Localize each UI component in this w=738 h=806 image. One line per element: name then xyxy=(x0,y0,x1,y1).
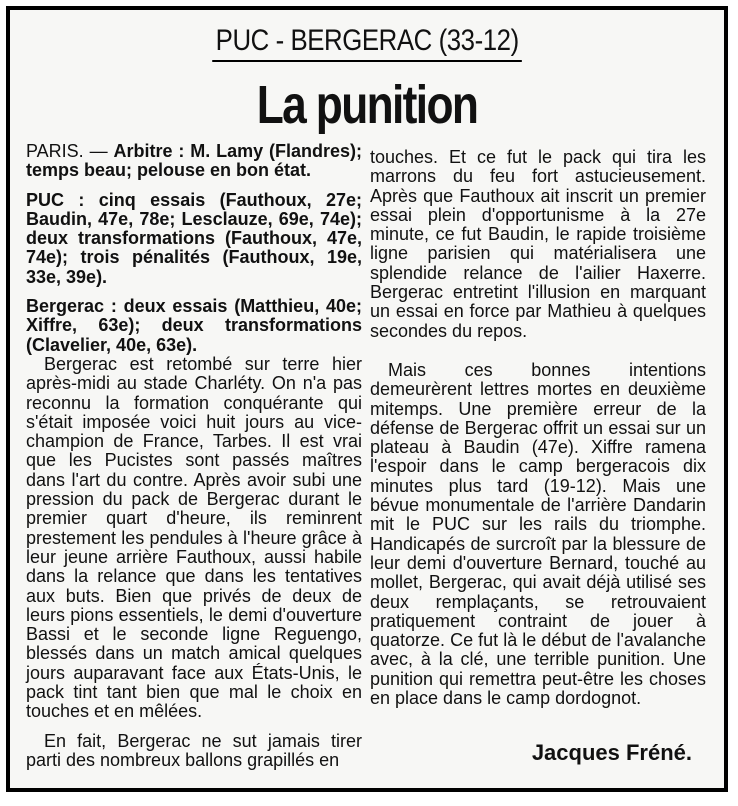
paragraph: Mais ces bonnes intentions demeurèrent lettres mortes en deuxième mitemps. Une première erreur de la défense de Bergerac offrit un essai sur un plateau à Baudin (47e). Xiffre ramena l'espoir dans le camp bergeracois dix minutes plus tard (19-12). Mais une bévue monumentale de l'arrière Dandarin mit le PUC sur les rails du triomphe. Handicapés de surcroît par la blessure de leur demi d'ouverture Bernard, touché au mollet, Bergerac, qui avait déjà utilisé ses deux remplaçants, se retrouvaient pratiquement contraint de jouer à quatorze. Ce fut là le début de l'avalanche avec, à la clé, une terrible punition. Une punition qui remettra peut-être les choses en place dans le camp dordognot. xyxy=(370,359,706,709)
dateline: PARIS. — xyxy=(26,141,114,161)
paragraph: Bergerac est retombé sur terre hier après-midi au stade Charléty. On n'a pas reconnu la formation conquérante qui s'était imposée voici huit jours au vice-champion de France, Tarbes. Il est vrai que les Pucistes sont passés maîtres dans l'art du contre. Après avoir subi une pression du pack de Bergerac durant le premier quart d'heure, ils reminrent prestement les pendules à l'heure grâce à leur jeune arrière Fauthoux, aussi habile dans la relance que dans les tentatives aux buts. Bien que privés de deux de leurs pions essentiels, le demi d'ouverture Bassi et le seconde ligne Reguengo, blessés dans un match amical quelques jours auparavant face aux États-Unis, le pack tint tant bien que mal le choix en touches et en mêlées. xyxy=(26,353,362,722)
paragraph: touches. Et ce fut le pack qui tira les marrons du feu fort astucieusement. Après que Fauthoux ait inscrit un premier essai plein d'opportunisme à la 27e minute, ce fut Baudin, le rapide troisième ligne parisien qui matérialisera une splendide relance de l'ailier Haxerre. Bergerac entretint l'illusion en marquant un essai en force par Mathieu à quelques secondes du repos. xyxy=(370,147,706,341)
referee-weather: Arbitre : M. Lamy (Flandres); temps beau; pelouse en bon état. xyxy=(26,141,363,181)
right-column xyxy=(370,148,706,708)
spacer xyxy=(370,341,706,361)
newspaper-clipping xyxy=(6,6,728,792)
headline: La punition xyxy=(256,75,478,135)
paragraph: En fait, Bergerac ne sut jamais tirer parti des nombreux ballons grapillés en xyxy=(26,730,362,770)
match-info xyxy=(26,142,362,181)
puc-scoring: PUC : cinq essais (Fauthoux, 27e; Baudin, 47e, 78e; Lesclauze, 69e, 74e); deux transformations (Fauthoux, 47e, 74e); trois pénalités (Fauthoux, 19e, 33e, 39e). xyxy=(26,189,362,287)
match-kicker xyxy=(10,24,724,62)
left-column xyxy=(26,142,362,770)
author-signature: Jacques Fréné. xyxy=(531,740,692,765)
match-score-title: PUC - BERGERAC (33-12) xyxy=(212,24,522,62)
bergerac-scoring: Bergerac : deux essais (Matthieu, 40e; Xiffre, 63e); deux transformations (Clavelier, 40e, 63e). xyxy=(26,296,362,355)
